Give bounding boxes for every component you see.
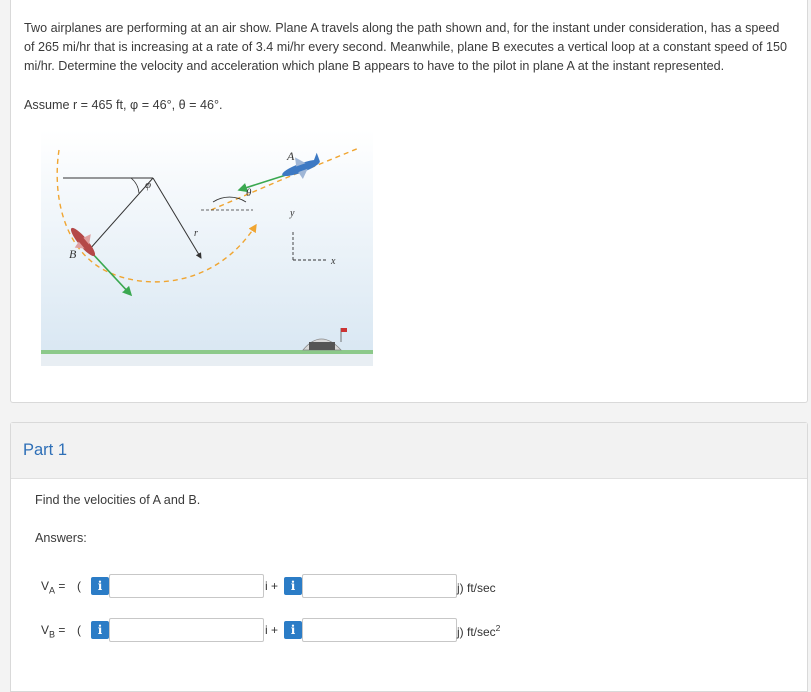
assumptions: Assume r = 465 ft, φ = 46°, θ = 46°. [24,98,223,112]
question-text: Find the velocities of A and B. [35,493,201,507]
va-i-input[interactable] [109,574,264,598]
answer-row-vb [11,617,807,645]
answer-row-va [11,573,807,601]
label-y: y [290,208,295,219]
va-j-input[interactable] [302,574,457,598]
label-phi: φ [145,179,152,191]
label-r: r [194,228,198,239]
info-icon[interactable]: i [284,577,302,595]
problem-statement: Two airplanes are performing at an air show. Plane A travels along the path shown and, for the instant under consideration, has a speed of 265 mi/hr that is increasing at a rate of 3.4 mi/hr every second. Meanwhile, plane B executes a vertical loop at a constant speed of 150 mi/hr. Determine the velocity and acceleration which plane B appears to have to the pilot in plane A at the instant represented. [24,21,788,73]
label-x: x [331,256,336,267]
vb-unit: j) $ft/\sec^2$ [457,623,501,639]
va-label: $V_A$ = [41,579,66,596]
ground-shadow [41,354,373,366]
ground [41,350,373,354]
problem-card [10,0,808,403]
label-theta: θ [246,187,252,199]
info-icon[interactable]: i [91,621,109,639]
answers-label: Answers: [35,531,87,545]
i-unit-label: i + [265,579,279,593]
air-show-figure [41,130,373,366]
info-icon[interactable]: i [91,577,109,595]
va-unit: j) ft/sec [457,581,496,595]
vb-label: $V_B$ = [41,623,66,640]
open-paren: ( [77,623,81,637]
vb-j-input[interactable] [302,618,457,642]
part-card [10,422,808,692]
part-header [11,423,807,479]
part-title: Part 1 [23,441,68,459]
label-b: B [69,247,77,261]
vb-i-input[interactable] [109,618,264,642]
i-unit-label: i + [265,623,279,637]
open-paren: ( [77,579,81,593]
info-icon[interactable]: i [284,621,302,639]
label-a: A [287,149,295,163]
